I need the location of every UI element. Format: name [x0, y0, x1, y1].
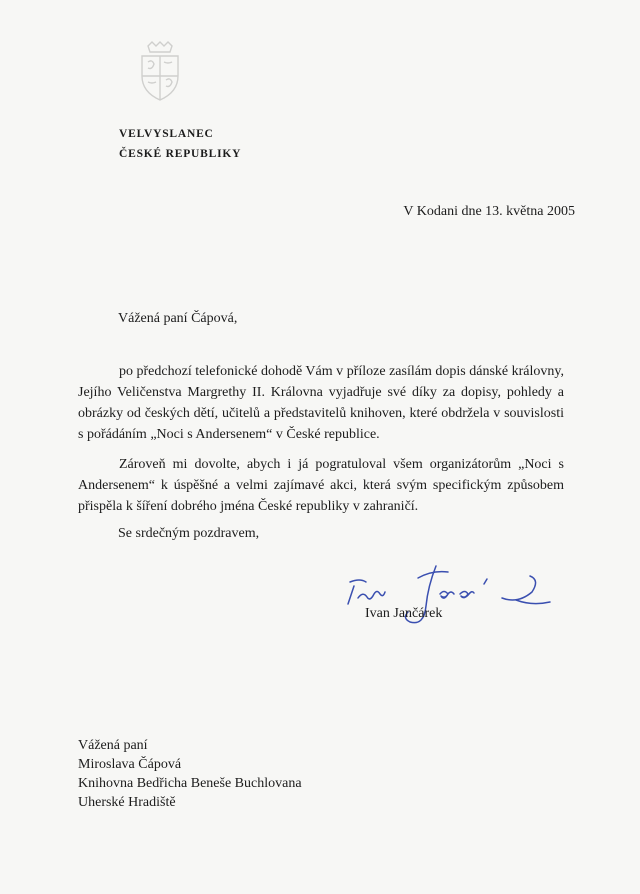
letterhead-office: [119, 124, 241, 164]
closing-line: Se srdečným pozdravem,: [118, 526, 260, 541]
signer-name: Ivan Jančárek: [365, 606, 443, 621]
recipient-name: Miroslava Čápová: [78, 757, 182, 772]
salutation: Vážená paní Čápová,: [118, 311, 238, 326]
recipient-salutation: Vážená paní: [78, 738, 148, 753]
letterhead-title-line2: ČESKÉ REPUBLIKY: [119, 148, 242, 160]
body-paragraph: Zároveň mi dovolte, abych i já pogratuloval všem organizátorům „Noci s Andersenem“ k úspěšné a velmi zajímavé akci, která svým specifickým způsobem přispěla k šíření dobrého jména České republiky v zahraničí.: [78, 457, 564, 514]
recipient-address: [78, 736, 302, 812]
coat-of-arms-icon: [134, 40, 186, 104]
recipient-city: Uherské Hradiště: [78, 795, 176, 810]
date-line: V Kodani dne 13. května 2005: [403, 204, 575, 219]
handwritten-signature: [340, 560, 560, 636]
body-paragraph: po předchozí telefonické dohodě Vám v příloze zasílám dopis dánské královny, Jejího Veličenstva Margrethy II. Královna vyjadřuje své díky za dopisy, pohledy a obrázky od českých dětí, učitelů a představitelů knihoven, které obdržela v souvislosti s pořádáním „Noci s Andersenem“ v České republice.: [78, 364, 564, 442]
recipient-organization: Knihovna Bedřicha Beneše Buchlovana: [78, 776, 302, 791]
letterhead-title-line1: VELVYSLANEC: [119, 128, 214, 140]
